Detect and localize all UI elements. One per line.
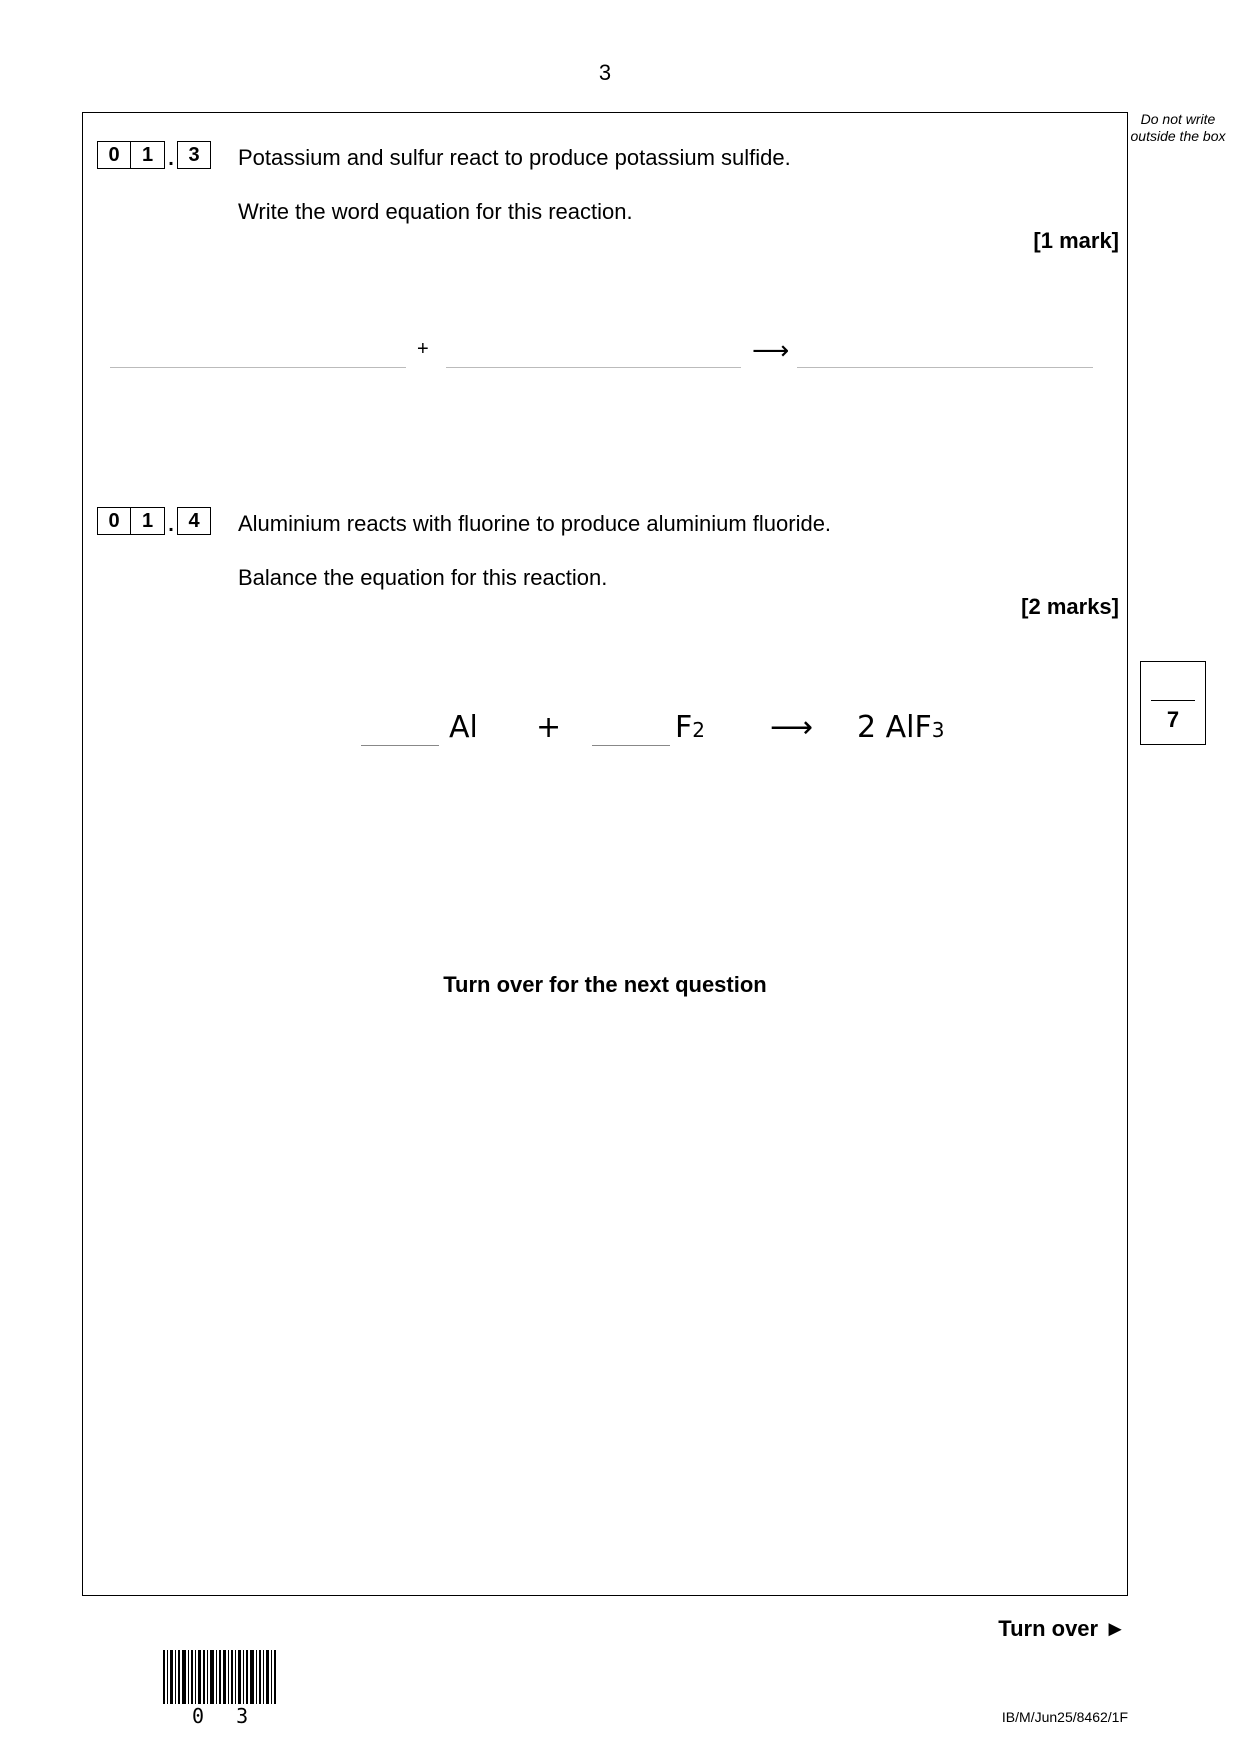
marks-01-4: [2 marks]: [1021, 594, 1119, 619]
reactant-al: Al: [449, 710, 478, 745]
question-dot: .: [168, 148, 174, 170]
question-digit: 1: [131, 141, 165, 169]
reactant-f2: [675, 710, 705, 745]
question-digit: 0: [97, 141, 131, 169]
question-digit: 1: [131, 507, 165, 535]
arrow-icon: ⟶: [770, 710, 814, 745]
score-line: [1151, 700, 1195, 701]
question-instruction-01-4: Balance the equation for this reaction.: [238, 565, 608, 590]
question-digit: 0: [97, 507, 131, 535]
question-part-digit: 4: [177, 507, 211, 535]
arrow-icon: ⟶: [752, 336, 790, 366]
question-part-digit: 3: [177, 141, 211, 169]
plus-sign: +: [417, 338, 429, 360]
question-number-01-4: [97, 507, 211, 535]
barcode-icon: [163, 1650, 278, 1704]
marks-01-3: [1 mark]: [1033, 228, 1119, 253]
score-total: 7: [1166, 707, 1180, 732]
reactant-f2-subscript: 2: [692, 718, 705, 742]
margin-note: Do not write outside the box: [1130, 111, 1226, 144]
question-instruction-01-3: Write the word equation for this reaction.: [238, 199, 633, 224]
product-alf3-symbol: 2 AlF: [857, 710, 932, 745]
plus-sign: +: [536, 710, 562, 745]
coefficient-blank-al[interactable]: [361, 745, 439, 746]
question-dot: .: [168, 514, 174, 536]
answer-line-product[interactable]: [797, 367, 1093, 368]
barcode-number: 0 3: [192, 1704, 259, 1728]
question-text-01-4: Aluminium reacts with fluorine to produce aluminium fluoride.: [238, 511, 832, 536]
answer-line-reactant-1[interactable]: [110, 367, 406, 368]
score-box: [1140, 661, 1206, 745]
product-alf3-subscript: 3: [931, 718, 945, 742]
reference-code: IB/M/Jun25/8462/1F: [1001, 1709, 1128, 1725]
product-alf3: [857, 710, 944, 745]
question-text-01-3: Potassium and sulfur react to produce potassium sulfide.: [238, 145, 791, 170]
question-number-01-3: [97, 141, 211, 169]
page-number: 3: [598, 60, 612, 85]
turn-over-label: Turn over ►: [998, 1616, 1126, 1641]
turn-over-next-question: Turn over for the next question: [443, 972, 767, 997]
coefficient-blank-f2[interactable]: [592, 745, 670, 746]
answer-frame: [82, 112, 1128, 1596]
reactant-f2-symbol: F: [675, 710, 693, 745]
answer-line-reactant-2[interactable]: [446, 367, 741, 368]
